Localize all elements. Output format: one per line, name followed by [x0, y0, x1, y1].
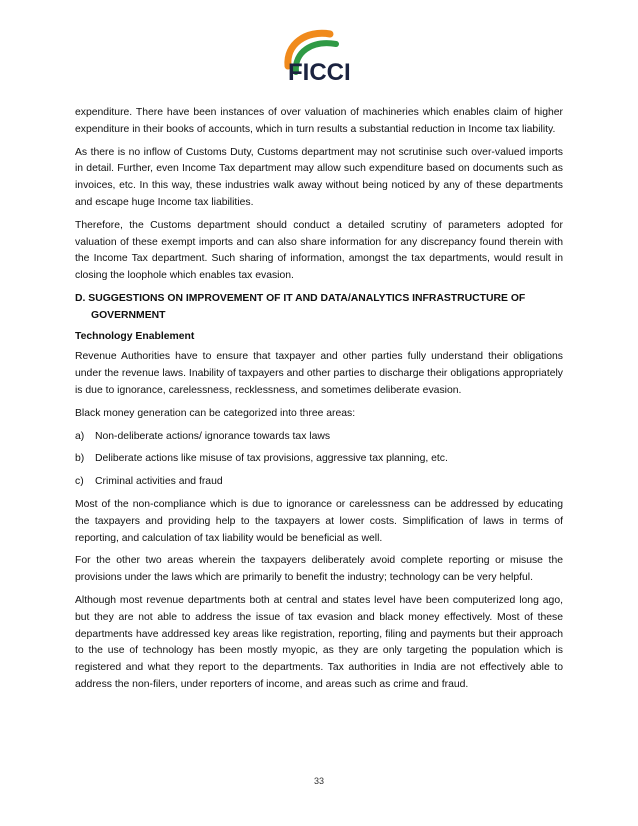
list-item	[75, 474, 563, 491]
list-marker: b)	[75, 453, 85, 465]
subsection-heading: Technology Enablement	[75, 330, 195, 342]
ficci-logo-icon	[274, 22, 366, 100]
paragraph: For the other two areas wherein the taxpayers deliberately avoid complete reporting or misuse the provisions under the laws which are primarily to benefit the industry; technology can be very helpful.	[75, 555, 563, 584]
list-item	[75, 429, 563, 446]
section-heading: D. SUGGESTIONS ON IMPROVEMENT OF IT AND DATA/ANALYTICS INFRASTRUCTURE OF GOVERNMENT	[75, 292, 526, 321]
paragraph: Revenue Authorities have to ensure that taxpayer and other parties fully understand their obligations under the revenue laws. Inability of taxpayers and other parties to discharge their obligations appropriately is due to ignorance, carelessness, recklessness, and sometimes deliberate evasion.	[75, 351, 563, 396]
body-content	[75, 105, 563, 700]
list-item-text: Non-deliberate actions/ ignorance towards tax laws	[95, 430, 331, 442]
list-item-text: Deliberate actions like misuse of tax provisions, aggressive tax planning, etc.	[95, 453, 448, 465]
paragraph: Black money generation can be categorized into three areas:	[75, 407, 356, 419]
paragraph: Therefore, the Customs department should conduct a detailed scrutiny of parameters adopted for valuation of these exempt imports and can also share information for any discrepancy found therein with the Income Tax department. Such sharing of information, amongst the tax departments, would result in closing the loophole which enables tax evasion.	[75, 219, 563, 282]
list-item-text: Criminal activities and fraud	[95, 476, 223, 488]
list-marker: c)	[75, 476, 84, 488]
paragraph: expenditure. There have been instances of over valuation of machineries which enables claim of higher expenditure in their books of accounts, which in turn results a substantial reduction in Income tax liability.	[75, 107, 563, 135]
paragraph: Although most revenue departments both at central and states level have been computerized long ago, but they are not able to address the issue of tax evasion and black money effectively. Most of these departments have addressed key areas like registration, reporting, filing and payments but their approach to the use of technology has been mostly myopic, as they are only targeting the population which is registered and what they report to the departments. Tax authorities in India are not effectively able to address the non-filers, under reporters of income, and areas such as crime and fraud.	[75, 594, 563, 690]
page-number: 33	[313, 776, 324, 786]
list-item	[75, 451, 563, 468]
paragraph: As there is no inflow of Customs Duty, Customs department may not scrutinise such over-valued imports in detail. Further, even Income Tax department may allow such expenditure based on documents such as invoices, etc. In this way, these industries walk away without being noticed by any of these departments and escape huge Income tax liabilities.	[75, 146, 563, 208]
logo-text: FICCI	[288, 59, 351, 86]
paragraph: Most of the non-compliance which is due to ignorance or carelessness can be addressed by educating the taxpayers and providing help to the taxpayers at lower costs. Simplification of laws in terms of reporting, and calculation of tax liability would be beneficial as well.	[75, 498, 563, 544]
list-marker: a)	[75, 430, 85, 442]
ficci-logo	[274, 22, 366, 100]
